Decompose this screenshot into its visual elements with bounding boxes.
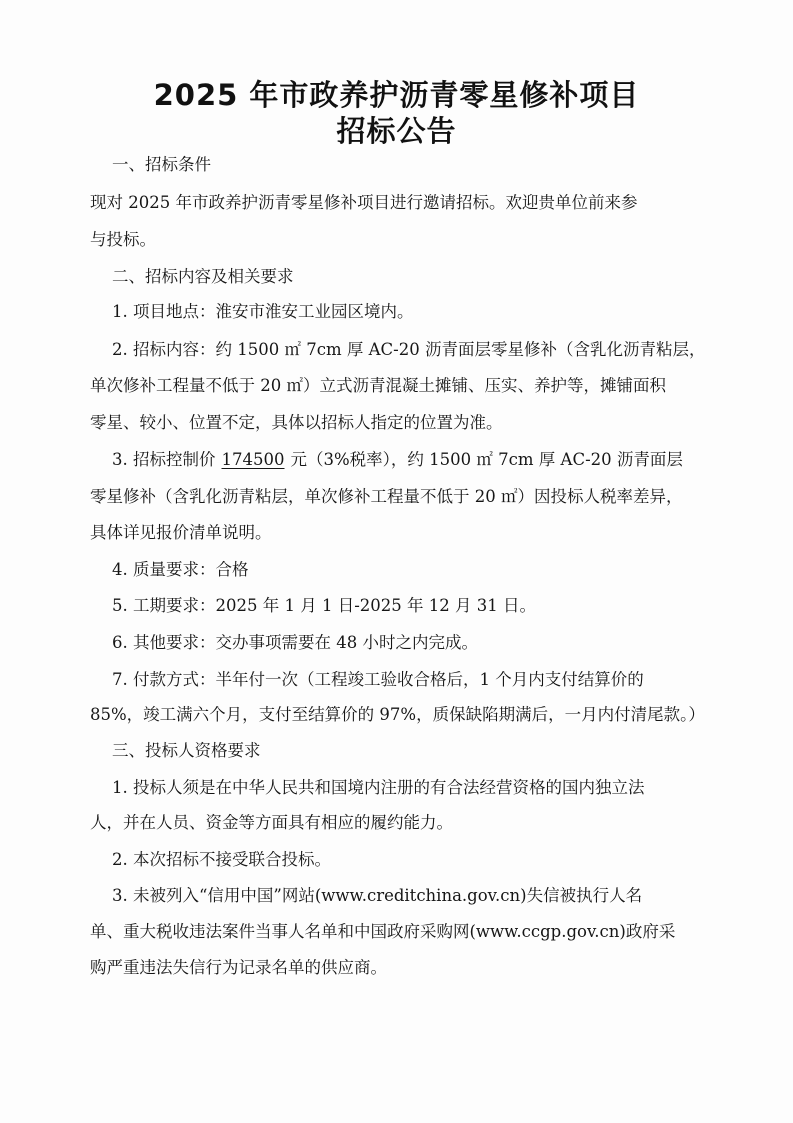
section1-para-line1: 现对 2025 年市政养护沥青零星修补项目进行邀请招标。欢迎贵单位前来参 — [90, 193, 638, 212]
section2-item1: 1. 项目地点：淮安市淮安工业园区境内。 — [112, 302, 414, 321]
document-title-line2: 招标公告 — [336, 114, 457, 148]
section2-item5: 5. 工期要求：2025 年 1 月 1 日-2025 年 12 月 31 日。 — [112, 596, 536, 615]
section3-item2: 2. 本次招标不接受联合投标。 — [112, 850, 331, 869]
section3-item3-line2: 单、重大税收违法案件当事人名单和中国政府采购网(www.ccgp.gov.cn)政府采 — [90, 922, 676, 941]
section3-item3-line1: 3. 未被列入“信用中国”网站(www.creditchina.gov.cn)失信被执行人名 — [112, 886, 643, 905]
section3-item1-line1: 1. 投标人须是在中华人民共和国境内注册的有合法经营资格的国内独立法 — [112, 778, 645, 797]
section2-item2-line1: 2. 招标内容：约 1500 ㎡ 7cm 厚 AC-20 沥青面层零星修补（含乳化沥青粘层， — [112, 340, 706, 359]
section2-item7-line2: 85%，竣工满六个月，支付至结算价的 97%，质保缺陷期满后，一月内付清尾款。） — [90, 705, 705, 724]
section3-item3-line3: 购严重违法失信行为记录名单的供应商。 — [90, 958, 387, 977]
section2-item2-line3: 零星、较小、位置不定，具体以招标人指定的位置为准。 — [90, 413, 503, 432]
section2-item3-line3: 具体详见报价清单说明。 — [90, 523, 272, 542]
section2-item2-line2: 单次修补工程量不低于 20 ㎡）立式沥青混凝土摊铺、压实、养护等，摊铺面积 — [90, 376, 666, 395]
section1-para-line2: 与投标。 — [90, 230, 156, 249]
section3-heading: 三、投标人资格要求 — [112, 741, 261, 760]
section2-item4: 4. 质量要求：合格 — [112, 560, 249, 579]
section3-item1-line2: 人，并在人员、资金等方面具有相应的履约能力。 — [90, 813, 453, 832]
document-title-line1: 2025 年市政养护沥青零星修补项目 — [153, 78, 640, 112]
section2-item6: 6. 其他要求：交办事项需要在 48 小时之内完成。 — [112, 633, 478, 652]
section2-item7-line1: 7. 付款方式：半年付一次（工程竣工验收合格后，1 个月内支付结算价的 — [112, 670, 644, 689]
item3-suffix: 元（3%税率），约 1500 ㎡ 7cm 厚 AC-20 沥青面层 — [290, 450, 683, 469]
control-price-value: 174500 — [221, 450, 285, 469]
section1-heading: 一、招标条件 — [112, 155, 211, 174]
section2-heading: 二、招标内容及相关要求 — [112, 267, 294, 286]
section2-item3-line1 — [112, 450, 752, 470]
section2-item3-line2: 零星修补（含乳化沥青粘层，单次修补工程量不低于 20 ㎡）因投标人税率差异， — [90, 487, 683, 506]
item3-prefix: 3. 招标控制价 — [112, 450, 216, 469]
